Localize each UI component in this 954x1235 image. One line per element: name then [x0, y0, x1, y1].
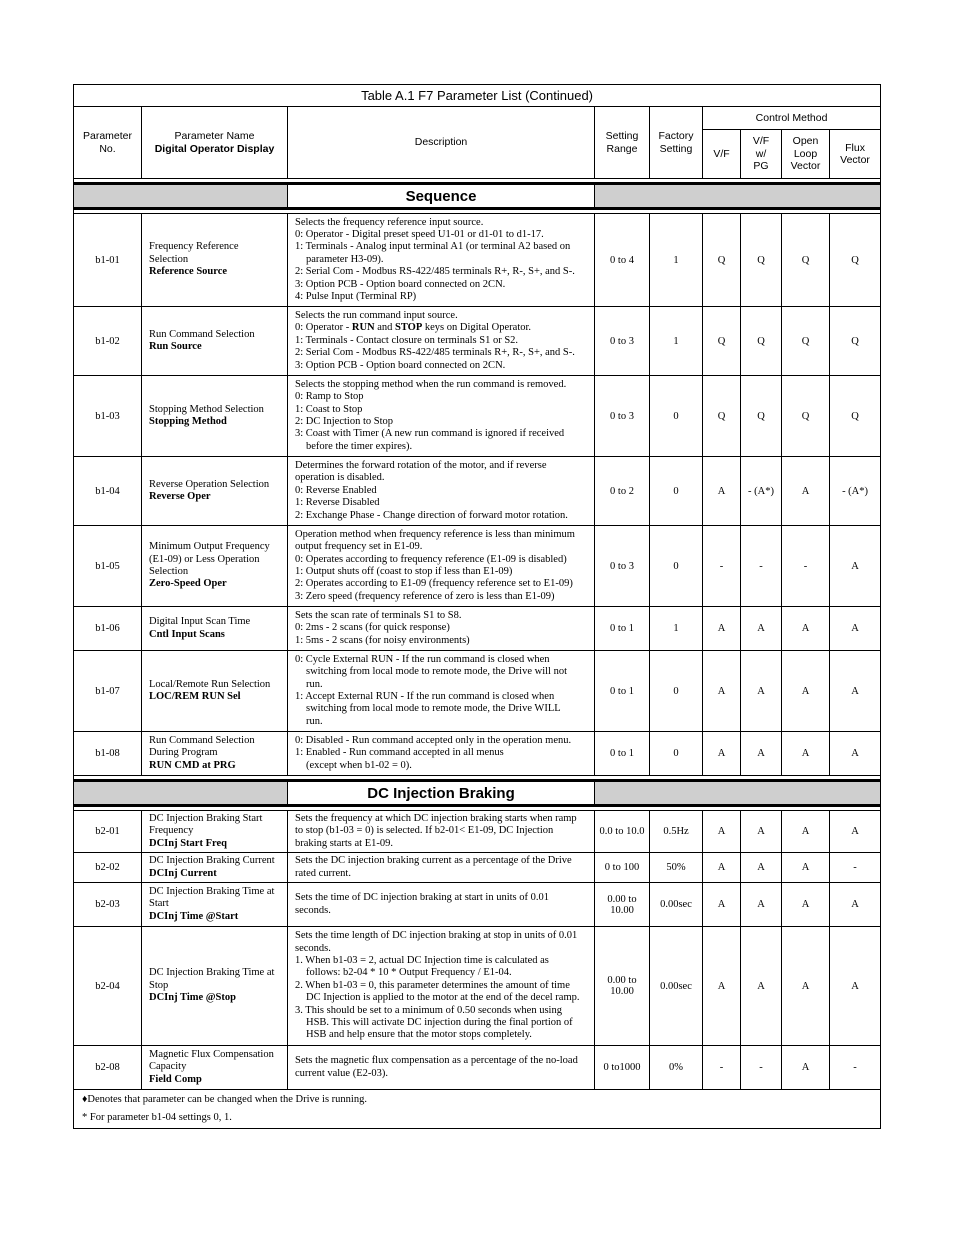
param-no: b1-01 — [74, 214, 142, 307]
param-name — [142, 526, 288, 607]
flux-vector-access: - (A*) — [830, 457, 881, 526]
section-band-right — [595, 781, 881, 806]
vf-access: A — [703, 651, 741, 732]
description-line: 0: Disabled - Run command accepted only in the operation menu. — [295, 734, 572, 746]
description-line: Selects the stopping method when the run command is removed. — [295, 378, 567, 390]
description-line: Sets the scan rate of terminals S1 to S8. — [295, 609, 462, 621]
operator-display: Zero-Speed Oper — [149, 578, 227, 590]
description-line: 2: Operates according to E1-09 (frequency reference set to E1-09) — [295, 578, 573, 590]
param-name-line: Run Command Selection — [149, 734, 255, 746]
param-no: b1-07 — [74, 651, 142, 732]
param-name-line: Magnetic Flux Compensation — [149, 1048, 274, 1060]
vf-access: Q — [703, 214, 741, 307]
description-line: 3: Zero speed (frequency reference of zero is less than E1-09) — [295, 590, 555, 602]
param-name-line: (E1-09) or Less Operation — [149, 553, 260, 565]
vf-access: Q — [703, 376, 741, 457]
vf-pg-access: A — [741, 607, 782, 651]
description — [288, 1046, 595, 1090]
description-line: (except when b1-02 = 0). — [306, 759, 412, 771]
open-loop-vector-access: Q — [782, 307, 830, 376]
vf-pg-access: A — [741, 883, 782, 927]
parameter-table — [73, 84, 881, 1129]
param-name — [142, 853, 288, 883]
param-no: b1-04 — [74, 457, 142, 526]
description-line: current value (E2-03). — [295, 1067, 388, 1079]
vf-pg-access: - (A*) — [741, 457, 782, 526]
setting-range: 0 to1000 — [595, 1046, 650, 1090]
factory-setting: 1 — [650, 214, 703, 307]
setting-range: 0 to 3 — [595, 307, 650, 376]
open-loop-vector-access: A — [782, 732, 830, 776]
param-no: b2-08 — [74, 1046, 142, 1090]
open-loop-vector-access: A — [782, 1046, 830, 1090]
open-loop-vector-access: A — [782, 927, 830, 1046]
param-name-line: Selection — [149, 566, 189, 577]
description-line: 1: Terminals - Analog input terminal A1 (or terminal A2 based on — [295, 241, 571, 253]
factory-setting: 1 — [650, 307, 703, 376]
description-line: 1: Enabled - Run command accepted in all menus — [295, 747, 504, 759]
table-row — [74, 376, 881, 457]
description-line: 2. When b1-03 = 0, this parameter determines the amount of time — [295, 979, 570, 991]
description-line: 0: Cycle External RUN - If the run command is closed when — [295, 653, 550, 665]
vf-access: A — [703, 732, 741, 776]
param-name — [142, 811, 288, 853]
description-line: before the timer expires). — [306, 440, 413, 452]
description-line: seconds. — [295, 942, 331, 954]
vf-access: Q — [703, 307, 741, 376]
open-loop-vector-access: A — [782, 853, 830, 883]
factory-setting: 0 — [650, 376, 703, 457]
param-name — [142, 1046, 288, 1090]
description-line: parameter H3-09). — [306, 253, 384, 265]
factory-setting: 0% — [650, 1046, 703, 1090]
description-line: 3: Option PCB - Option board connected on 2CN. — [295, 278, 506, 290]
factory-setting: 0 — [650, 457, 703, 526]
factory-setting: 0 — [650, 651, 703, 732]
setting-range: 0 to 1 — [595, 651, 650, 732]
description-line: 1: Coast to Stop — [295, 403, 363, 415]
table-row — [74, 307, 881, 376]
open-loop-vector-access: A — [782, 811, 830, 853]
param-name-line: DC Injection Braking Time at — [149, 967, 275, 979]
param-no: b1-08 — [74, 732, 142, 776]
description-line: 3. This should be set to a minimum of 0.50 seconds when using — [295, 1004, 562, 1016]
vf-pg-access: A — [741, 853, 782, 883]
table-row — [74, 1046, 881, 1090]
factory-setting: 1 — [650, 607, 703, 651]
description-line: braking starts at E1-09. — [295, 837, 393, 849]
operator-display: DCInj Current — [149, 867, 217, 879]
flux-vector-access: A — [830, 526, 881, 607]
description — [288, 607, 595, 651]
operator-display: Run Source — [149, 341, 202, 352]
param-name-line: Selection — [149, 253, 189, 265]
vf-pg-access: - — [741, 1046, 782, 1090]
param-name — [142, 883, 288, 927]
open-loop-vector-access: Q — [782, 214, 830, 307]
description-line: output frequency set in E1-09. — [295, 541, 423, 553]
description — [288, 732, 595, 776]
description-line: Selects the run command input source. — [295, 309, 458, 321]
flux-vector-access: - — [830, 1046, 881, 1090]
param-name-line: DC Injection Braking Start — [149, 813, 263, 824]
description-line: 1: Terminals - Contact closure on terminals S1 or S2. — [295, 334, 519, 346]
description — [288, 214, 595, 307]
description-line: 0: 2ms - 2 scans (for quick response) — [295, 622, 450, 634]
flux-vector-access: A — [830, 927, 881, 1046]
table-row — [74, 651, 881, 732]
description-line: 1: 5ms - 2 scans (for noisy environments) — [295, 634, 470, 646]
param-name — [142, 651, 288, 732]
description-line: Operation method when frequency reference is less than minimum — [295, 528, 575, 540]
param-name — [142, 376, 288, 457]
description — [288, 811, 595, 853]
flux-vector-access: A — [830, 651, 881, 732]
table-row — [74, 457, 881, 526]
flux-vector-access: A — [830, 732, 881, 776]
param-name — [142, 457, 288, 526]
param-name-line: During Program — [149, 747, 218, 759]
description-line: Selects the frequency reference input source. — [295, 216, 484, 228]
header-setting-range: Setting Range — [595, 107, 650, 179]
description-line: Sets the time length of DC injection braking at stop in units of 0.01 — [295, 930, 578, 942]
table-row — [74, 214, 881, 307]
vf-pg-access: A — [741, 651, 782, 732]
operator-display: DCInj Start Freq — [149, 837, 227, 849]
description-line: 4: Pulse Input (Terminal RP) — [295, 291, 417, 303]
section-title: Sequence — [288, 184, 595, 209]
description-line: 0: Reverse Enabled — [295, 484, 377, 496]
description-line: 3: Option PCB - Option board connected on 2CN. — [295, 359, 506, 371]
setting-range: 0.0 to 10.0 — [595, 811, 650, 853]
factory-setting: 0.00sec — [650, 927, 703, 1046]
description — [288, 651, 595, 732]
param-no: b2-03 — [74, 883, 142, 927]
vf-pg-access: A — [741, 927, 782, 1046]
description — [288, 376, 595, 457]
flux-vector-access: Q — [830, 214, 881, 307]
vf-access: A — [703, 811, 741, 853]
header-param-name: Parameter Name Digital Operator Display — [142, 107, 288, 179]
param-no: b1-02 — [74, 307, 142, 376]
param-name-line: Digital Input Scan Time — [149, 616, 251, 628]
vf-pg-access: A — [741, 811, 782, 853]
description — [288, 883, 595, 927]
description-line: 0: Ramp to Stop — [295, 391, 364, 403]
description-line: 2: DC Injection to Stop — [295, 416, 393, 427]
vf-access: A — [703, 607, 741, 651]
table-title: Table A.1 F7 Parameter List (Continued) — [74, 85, 881, 107]
operator-display: Reference Source — [149, 266, 228, 278]
description-line: Sets the magnetic flux compensation as a percentage of the no-load — [295, 1055, 578, 1067]
vf-pg-access: Q — [741, 307, 782, 376]
section-band-left — [74, 184, 288, 209]
vf-access: A — [703, 853, 741, 883]
flux-vector-access: Q — [830, 376, 881, 457]
vf-pg-access: Q — [741, 214, 782, 307]
vf-access: A — [703, 457, 741, 526]
description-line: 0: Operator - Digital preset speed U1-01 or d1-01 to d1-17. — [295, 228, 544, 240]
description-line: 1. When b1-03 = 2, actual DC Injection time is calculated as — [295, 955, 549, 967]
vf-access: A — [703, 927, 741, 1046]
setting-range: 0 to 3 — [595, 526, 650, 607]
description-line: switching from local mode to remote mode, the Drive WILL — [306, 703, 561, 715]
section-title: DC Injection Braking — [288, 781, 595, 806]
vf-access: - — [703, 526, 741, 607]
description-line: switching from local mode to remote mode, the Drive will not — [306, 666, 567, 678]
vf-pg-access: - — [741, 526, 782, 607]
vf-pg-access: A — [741, 732, 782, 776]
open-loop-vector-access: Q — [782, 376, 830, 457]
flux-vector-access: Q — [830, 307, 881, 376]
description-line: 1: Output shuts off (coast to stop if less than E1-09) — [295, 566, 513, 577]
param-name — [142, 214, 288, 307]
header-param-no: Parameter No. — [74, 107, 142, 179]
param-name-line: Frequency — [149, 825, 194, 837]
param-name-line: Capacity — [149, 1061, 187, 1073]
param-name-line: Run Command Selection — [149, 328, 255, 340]
operator-display: DCInj Time @Start — [149, 910, 239, 922]
description-line: DC Injection is applied to the motor at the end of the decel ramp. — [306, 992, 580, 1004]
param-name-line: Minimum Output Frequency — [149, 541, 270, 553]
open-loop-vector-access: - — [782, 526, 830, 607]
table-row — [74, 853, 881, 883]
description-line: 2: Exchange Phase - Change direction of forward motor rotation. — [295, 509, 568, 521]
open-loop-vector-access: A — [782, 607, 830, 651]
description — [288, 457, 595, 526]
param-no: b1-03 — [74, 376, 142, 457]
open-loop-vector-access: A — [782, 651, 830, 732]
header-open-loop-vector: Open Loop Vector — [782, 130, 830, 179]
footnotes — [74, 1090, 881, 1129]
table-row — [74, 526, 881, 607]
section-band-right — [595, 184, 881, 209]
description-line: HSB. This will activate DC injection during the final portion of — [306, 1017, 573, 1029]
header-vf: V/F — [703, 130, 741, 179]
flux-vector-access: A — [830, 811, 881, 853]
param-no: b2-02 — [74, 853, 142, 883]
description-line: Sets the frequency at which DC injection braking starts when ramp — [295, 813, 577, 824]
param-no: b2-01 — [74, 811, 142, 853]
param-name-line: Local/Remote Run Selection — [149, 678, 271, 690]
param-name — [142, 307, 288, 376]
description-line: follows: b2-04 * 10 * Output Frequency / E1-04. — [306, 967, 512, 979]
header-control-method: Control Method — [703, 107, 881, 130]
param-no: b1-06 — [74, 607, 142, 651]
setting-range: 0.00 to 10.00 — [595, 927, 650, 1046]
description-line: 1: Reverse Disabled — [295, 497, 380, 509]
param-name-line: Stopping Method Selection — [149, 403, 264, 415]
description-line: 0: Operator - RUN and STOP keys on Digital Operator. — [295, 322, 532, 334]
factory-setting: 0 — [650, 526, 703, 607]
description-line: Sets the time of DC injection braking at start in units of 0.01 — [295, 892, 550, 904]
description-line: to stop (b1-03 = 0) is selected. If b2-01< E1-09, DC Injection — [295, 825, 554, 837]
header-factory-setting: Factory Setting — [650, 107, 703, 179]
open-loop-vector-access: A — [782, 883, 830, 927]
param-name — [142, 732, 288, 776]
param-name-line: Reverse Operation Selection — [149, 478, 270, 490]
param-name-line: DC Injection Braking Current — [149, 855, 275, 867]
vf-access: - — [703, 1046, 741, 1090]
operator-display: Field Comp — [149, 1073, 202, 1085]
factory-setting: 50% — [650, 853, 703, 883]
setting-range: 0 to 1 — [595, 732, 650, 776]
operator-display: Reverse Oper — [149, 491, 211, 502]
table-row — [74, 883, 881, 927]
description-line: run. — [306, 715, 323, 727]
setting-range: 0 to 3 — [595, 376, 650, 457]
param-name — [142, 927, 288, 1046]
description-line: Determines the forward rotation of the motor, and if reverse — [295, 459, 547, 471]
description — [288, 526, 595, 607]
operator-display: Cntl Input Scans — [149, 628, 225, 640]
description-line: run. — [306, 678, 323, 690]
setting-range: 0 to 4 — [595, 214, 650, 307]
description — [288, 853, 595, 883]
open-loop-vector-access: A — [782, 457, 830, 526]
factory-setting: 0.00sec — [650, 883, 703, 927]
description-line: 0: Operates according to frequency reference (E1-09 is disabled) — [295, 553, 567, 565]
setting-range: 0.00 to 10.00 — [595, 883, 650, 927]
param-name-line: DC Injection Braking Time at — [149, 885, 275, 897]
description-line: Sets the DC injection braking current as a percentage of the Drive — [295, 855, 572, 867]
operator-display: DCInj Time @Stop — [149, 992, 236, 1004]
section-band-left — [74, 781, 288, 806]
header-description: Description — [288, 107, 595, 179]
flux-vector-access: A — [830, 607, 881, 651]
description-line: 3: Coast with Timer (A new run command is ignored if received — [295, 428, 565, 440]
header-vf-pg: V/F w/ PG — [741, 130, 782, 179]
description-line: operation is disabled. — [295, 472, 385, 484]
description-line: 2: Serial Com - Modbus RS-422/485 terminals R+, R-, S+, and S-. — [295, 347, 575, 359]
description-line: 1: Accept External RUN - If the run command is closed when — [295, 691, 555, 702]
footnote: ♦Denotes that parameter can be changed when the Drive is running. — [82, 1094, 367, 1106]
footnote: * For parameter b1-04 settings 0, 1. — [82, 1112, 232, 1124]
description-line: 2: Serial Com - Modbus RS-422/485 terminals R+, R-, S+, and S-. — [295, 266, 575, 278]
param-name-line: Stop — [149, 979, 169, 991]
setting-range: 0 to 100 — [595, 853, 650, 883]
flux-vector-access: A — [830, 883, 881, 927]
description — [288, 307, 595, 376]
description — [288, 927, 595, 1046]
operator-display: RUN CMD at PRG — [149, 759, 236, 771]
param-name — [142, 607, 288, 651]
setting-range: 0 to 1 — [595, 607, 650, 651]
param-no: b2-04 — [74, 927, 142, 1046]
vf-access: A — [703, 883, 741, 927]
param-name-line: Frequency Reference — [149, 241, 239, 253]
operator-display: LOC/REM RUN Sel — [149, 691, 241, 702]
param-name-line: Start — [149, 898, 169, 910]
table-row — [74, 927, 881, 1046]
param-no: b1-05 — [74, 526, 142, 607]
description-line: HSB and help ensure that the motor stops completely. — [306, 1029, 532, 1041]
operator-display: Stopping Method — [149, 416, 227, 427]
description-line: seconds. — [295, 904, 331, 916]
table-row — [74, 811, 881, 853]
setting-range: 0 to 2 — [595, 457, 650, 526]
factory-setting: 0.5Hz — [650, 811, 703, 853]
factory-setting: 0 — [650, 732, 703, 776]
description-line: rated current. — [295, 867, 351, 879]
header-flux-vector: Flux Vector — [830, 130, 881, 179]
table-row — [74, 607, 881, 651]
table-row — [74, 732, 881, 776]
flux-vector-access: - — [830, 853, 881, 883]
vf-pg-access: Q — [741, 376, 782, 457]
